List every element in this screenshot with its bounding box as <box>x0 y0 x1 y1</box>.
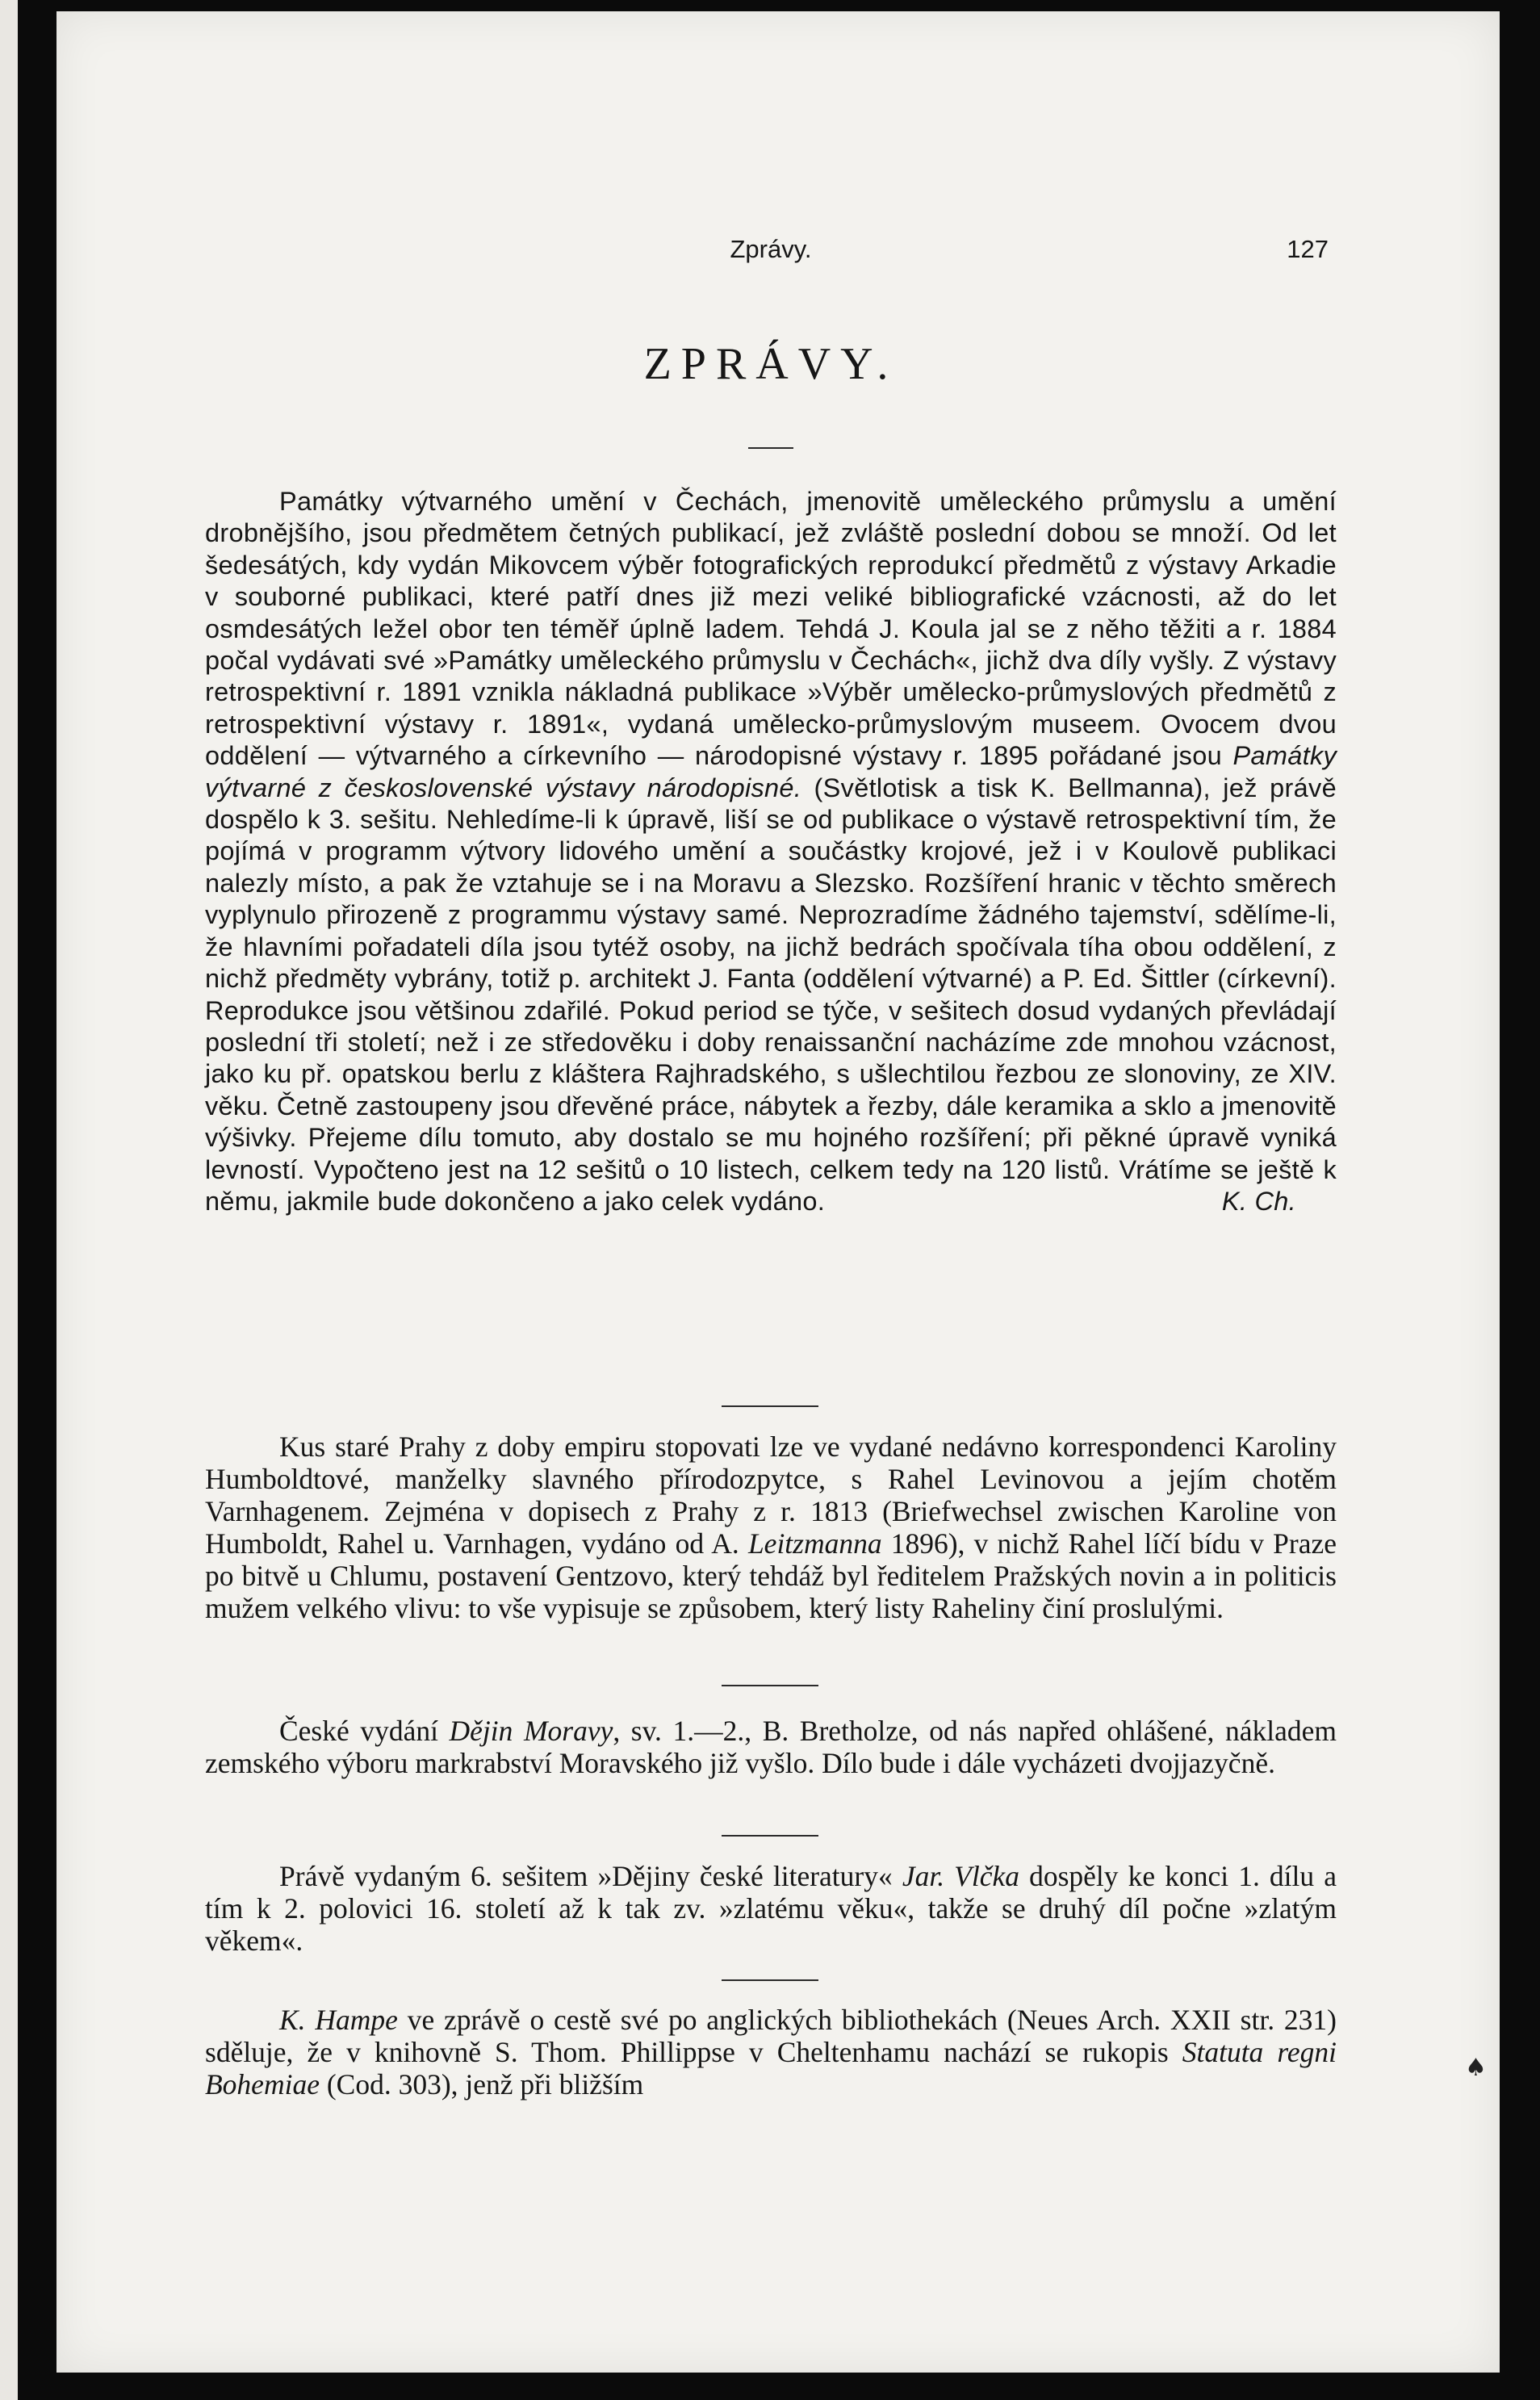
divider <box>748 447 793 449</box>
item-text: (Světlotisk a tisk K. Bellmanna), jež právě dospělo k 3. sešitu. Nehledíme-li k úpravě, liší se od publikace o výstavě retrospektivní tím, že pojímá v programm výtvory lidového umění a součástky krojové, jež i v Koulově publikaci nalezly místo, a pak že vztahuje se i na Moravu a Slezsko. Rozšíření hranic v těchto směrech vyplynulo přirozeně z programmu výstavy samé. Neprozradíme žádného tajemství, sdělíme-li, že hlavními pořadateli díla jsou tytéž osoby, na jichž bedrách spočívala tíha obou oddělení, z nichž předměty vybrány, totiž p. architekt J. Fanta (oddělení výtvarné) a P. Ed. Šittler (církevní). Reprodukce jsou většinou zdařilé. Pokud period se týče, v sešitech dosud vydaných převládají poslední tři století; než i ze středověku i doby renaissanční nacházíme zde mnohou vzácnost, jako ku př. opatskou berlu z kláštera Rajhradského, s ušlechtilou řezbou ze slonoviny, ze XIV. věku. Četně zastoupeny jsou dřevěné práce, nábytek a řezby, dále keramika a sklo a jmenovitě výšivky. Přejeme dílu tomuto, aby dostalo se mu hojného rozšíření; při pěkné úpravě vyniká levností. Vypočteno jest na 12 sešitů o 10 listech, celkem tedy na 120 listů. Vrátíme se ještě k němu, jakmile bude dokončeno a jako celek vydáno. <box>205 773 1337 1216</box>
divider <box>722 1685 818 1686</box>
item-text: dospěly ke konci 1. dílu a tím k 2. polovici 16. století až k tak zv. »zlatému věku«, takže se druhý díl počne »zlatým věkem«. <box>205 1860 1337 1957</box>
author-signature: K. Ch. <box>1221 1186 1296 1216</box>
news-item-humboldt <box>205 1430 1337 1624</box>
author-name: K. Hampe <box>279 2004 398 2036</box>
item-text: Právě vydaným 6. sešitem »Dějiny české literatury« <box>279 1860 902 1892</box>
running-head <box>205 233 1337 269</box>
news-item-hampe <box>205 2004 1337 2101</box>
publication-title: Památky výtvarné z československé výstavy národopisné. <box>205 741 1337 802</box>
margin-mark-icon: ♠ <box>1465 2054 1487 2082</box>
item-text: (Cod. 303), jenž při bližším <box>319 2068 644 2101</box>
news-item-literature <box>205 1860 1337 1957</box>
divider <box>722 1835 818 1837</box>
publication-title: Dějin Moravy <box>449 1715 613 1747</box>
divider <box>722 1979 818 1981</box>
running-title: Zprávy. <box>730 235 812 263</box>
scan-edge <box>0 0 18 2400</box>
item-text: , sv. 1.—2., B. Bretholze, od nás napřed ohlášené, nákladem zemského výboru markrabství Moravského již vyšlo. Dílo bude i dále vycházeti dvojjazyčně. <box>205 1715 1337 1779</box>
item-text: 1896), v nichž Rahel líčí bídu v Praze po bitvě u Chlumu, postavení Gentzovo, který tehdáž byl ředitelem Pražských novin a in politicis mužem velkého vlivu: to vše vypisuje se způsobem, který listy Raheliny činí proslulými. <box>205 1527 1337 1624</box>
news-item-moravia <box>205 1715 1337 1779</box>
item-text: Kus staré Prahy z doby empiru stopovati lze ve vydané nedávno korrespondenci Karoliny Humboldtové, manželky slavného přírodozpytce, s Rahel Levinovou a jejím chotěm Varnhagenem. Zejména v dopisech z Prahy z r. 1813 (Briefwechsel zwischen Karoline von Humboldt, Rahel u. Varnhagen, vydáno od A. <box>205 1430 1337 1560</box>
item-text: České vydání <box>279 1715 450 1747</box>
item-text: Památky výtvarného umění v Čechách, jmenovitě uměleckého průmyslu a umění drobnějšího, jsou předmětem četných publikací, jež zvláště poslední dobou se množí. Od let šedesátých, kdy vydán Mikovcem výběr fotografických reprodukcí předmětů z výstavy Arkadie v souborné publikaci, které patří dnes již mezi veliké bibliografické vzácnosti, až do let osmdesátých ležel obor ten téměř úplně ladem. Tehdá J. Koula jal se z něho těžiti a r. 1884 počal vydávati své »Památky uměleckého průmyslu v Čechách«, jichž dva díly vyšly. Z výstavy retrospektivní r. 1891 vznikla nákladná publikace »Výběr umělecko-průmyslových předmětů z retrospektivní výstavy r. 1891«, vydaná umělecko-průmyslovým museem. Ovocem dvou oddělení — výtvarného a církevního — národopisné výstavy r. 1895 pořádané jsou <box>205 487 1337 771</box>
page-number: 127 <box>1287 235 1329 263</box>
item-text: ve zprávě o cestě své po anglických bibliothekách (Neues Arch. XXII str. 231) sděluje, že v knihovně S. Thom. Phillippse v Cheltenhamu nachází se rukopis <box>205 2004 1337 2068</box>
author-name: Jar. Vlčka <box>902 1860 1019 1892</box>
news-item-monuments <box>205 486 1337 1217</box>
editor-name: Leitzmanna <box>747 1527 882 1560</box>
divider <box>722 1405 818 1407</box>
section-title: ZPRÁVY. <box>643 339 898 389</box>
manuscript-title: Statuta regni Bohemiae <box>205 2036 1337 2101</box>
journal-page <box>56 11 1500 2373</box>
